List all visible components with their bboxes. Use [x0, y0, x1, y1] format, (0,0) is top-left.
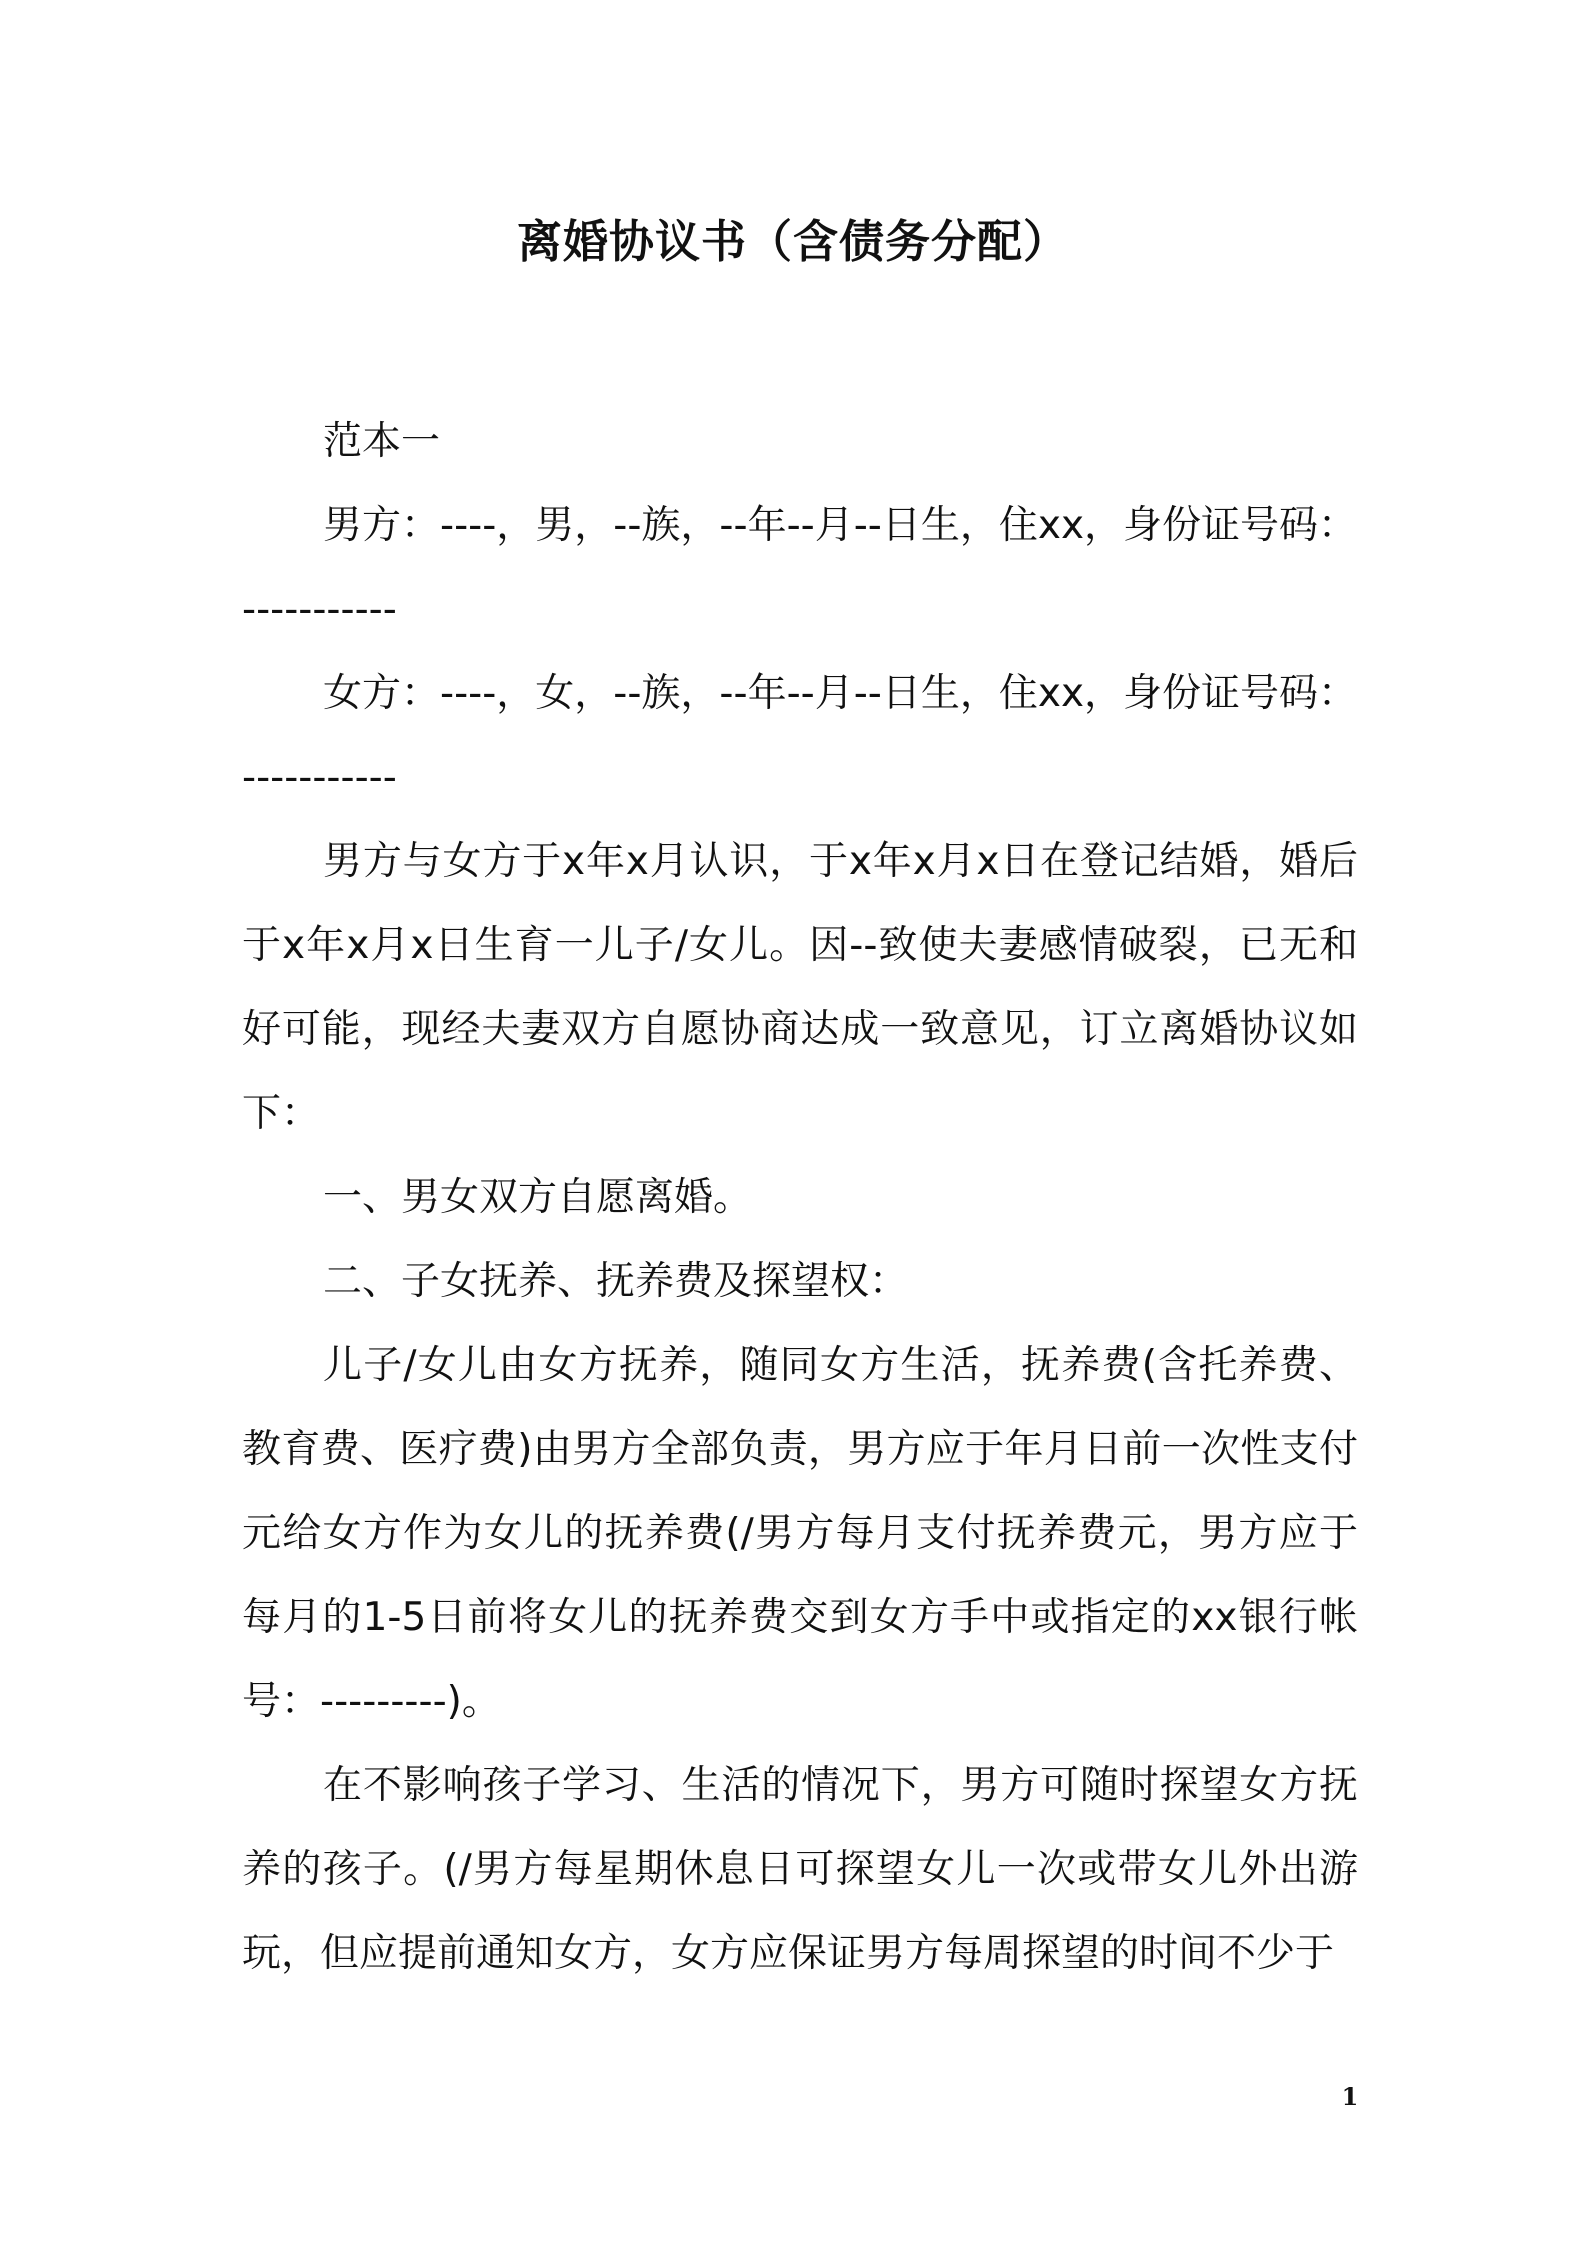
- paragraph-background: 男方与女方于x年x月认识，于x年x月x日在登记结婚，婚后于x年x月x日生育一儿子/女儿。因--致使夫妻感情破裂，已无和好可能，现经夫妻双方自愿协商达成一致意见，订立离婚协议如下：: [242, 839, 1358, 1136]
- paragraph-clause-two: 二、子女抚养、抚养费及探望权：: [323, 1259, 909, 1304]
- paragraph-visitation: 在不影响孩子学习、生活的情况下，男方可随时探望女方抚养的孩子。(/男方每星期休息日可探望女儿一次或带女儿外出游玩，但应提前通知女方，女方应保证男方每周探望的时间不少于: [242, 1763, 1358, 1976]
- paragraph-male-party: 男方：----，男，--族，--年--月--日生，住xx，身份证号码：: [323, 503, 1358, 548]
- paragraph-male-id-number: -----------: [242, 587, 397, 632]
- page-number: 1: [1341, 2082, 1359, 2111]
- paragraph-female-id-number: -----------: [242, 755, 397, 800]
- paragraph-clause-one: 一、男女双方自愿离婚。: [323, 1175, 753, 1220]
- document-body: [242, 400, 1358, 1996]
- paragraph-sample-label: 范本一: [323, 419, 441, 464]
- paragraph-female-party: 女方：----，女，--族，--年--月--日生，住xx，身份证号码：: [323, 671, 1358, 716]
- paragraph-child-support: 儿子/女儿由女方抚养，随同女方生活，抚养费(含托养费、教育费、医疗费)由男方全部负责，男方应于年月日前一次性支付元给女方作为女儿的抚养费(/男方每月支付抚养费元，男方应于每月的1-5日前将女儿的抚养费交到女方手中或指定的xx银行帐号：---------)。: [242, 1343, 1358, 1724]
- document-title: 离婚协议书（含债务分配）: [516, 215, 1069, 268]
